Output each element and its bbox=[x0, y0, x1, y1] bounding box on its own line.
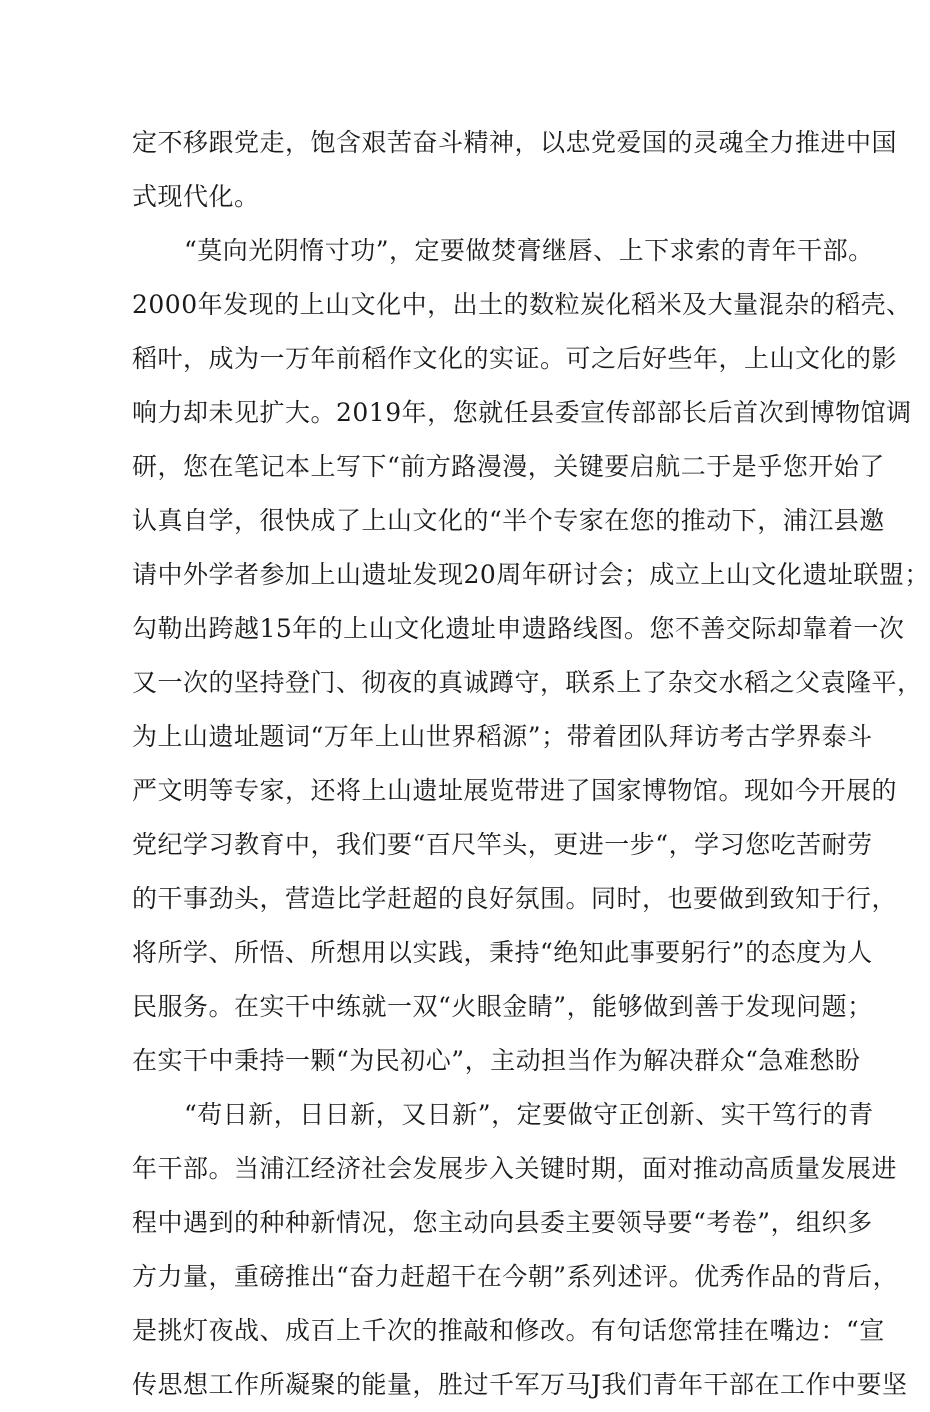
text-line: 是挑灯夜战、成百上千次的推敲和修改。有句话您常挂在嘴边：“宣 bbox=[132, 1316, 885, 1345]
text-line: 式现代化。 bbox=[132, 182, 260, 211]
text-line: 程中遇到的种种新情况，您主动向县委主要领导要“考卷”，组织多 bbox=[132, 1208, 873, 1237]
text-line: 稻叶，成为一万年前稻作文化的实证。可之后好些年，上山文化的影 bbox=[132, 344, 898, 373]
text-line: 勾勒出跨越15年的上山文化遗址申遗路线图。您不善交际却靠着一次 bbox=[132, 614, 905, 643]
text-line: “苟日新，日日新，又日新”，定要做守正创新、实干笃行的青 bbox=[184, 1100, 874, 1129]
text-line: 为上山遗址题词“万年上山世界稻源”；带着团队拜访考古学界泰斗 bbox=[132, 722, 873, 751]
text-line: 响力却未见扩大。2019年，您就任县委宣传部部长后首次到博物馆调 bbox=[132, 398, 912, 427]
text-line: 的干事劲头，营造比学赶超的良好氛围。同时，也要做到致知于行， bbox=[132, 884, 898, 913]
text-line: 定不移跟党走，饱含艰苦奋斗精神，以忠党爱国的灵魂全力推进中国 bbox=[132, 128, 898, 157]
paragraph-2 bbox=[132, 224, 930, 1088]
text-line: 严文明等专家，还将上山遗址展览带进了国家博物馆。现如今开展的 bbox=[132, 776, 898, 805]
paragraph-3 bbox=[132, 1088, 908, 1412]
text-line: 认真自学，很快成了上山文化的“半个专家在您的推动下，浦江县邀 bbox=[132, 506, 885, 535]
text-line: 请中外学者参加上山遗址发现20周年研讨会；成立上山文化遗址联盟； bbox=[132, 560, 930, 589]
text-line: “莫向光阴惰寸功”，定要做焚膏继唇、上下求索的青年干部。 bbox=[184, 236, 874, 265]
text-line: 传思想工作所凝聚的能量，胜过千军万马J我们青年干部在工作中要坚 bbox=[132, 1370, 908, 1399]
text-line: 方力量，重磅推出“奋力赶超干在今朝”系列述评。优秀作品的背后， bbox=[132, 1262, 899, 1291]
text-line: 年干部。当浦江经济社会发展步入关键时期，面对推动高质量发展进 bbox=[132, 1154, 898, 1183]
text-line: 民服务。在实干中练就一双“火眼金睛”，能够做到善于发现问题； bbox=[132, 992, 873, 1021]
text-line: 在实干中秉持一颗“为民初心”，主动担当作为解决群众“急难愁盼 bbox=[132, 1046, 861, 1075]
text-line: 党纪学习教育中，我们要“百尺竿头，更进一步“，学习您吃苦耐劳 bbox=[132, 830, 873, 859]
paragraph-1 bbox=[132, 116, 898, 224]
text-line: 又一次的坚持登门、彻夜的真诚蹲守，联系上了杂交水稻之父袁隆平， bbox=[132, 668, 923, 697]
body-text bbox=[132, 116, 930, 1412]
text-line: 研，您在笔记本上写下“前方路漫漫，关键要启航二于是乎您开始了 bbox=[132, 452, 885, 481]
text-line: 将所学、所悟、所想用以实践，秉持“绝知此事要躬行”的态度为人 bbox=[132, 938, 873, 967]
text-line: 2000年发现的上山文化中，出土的数粒炭化稻米及大量混杂的稻壳、 bbox=[132, 290, 912, 319]
